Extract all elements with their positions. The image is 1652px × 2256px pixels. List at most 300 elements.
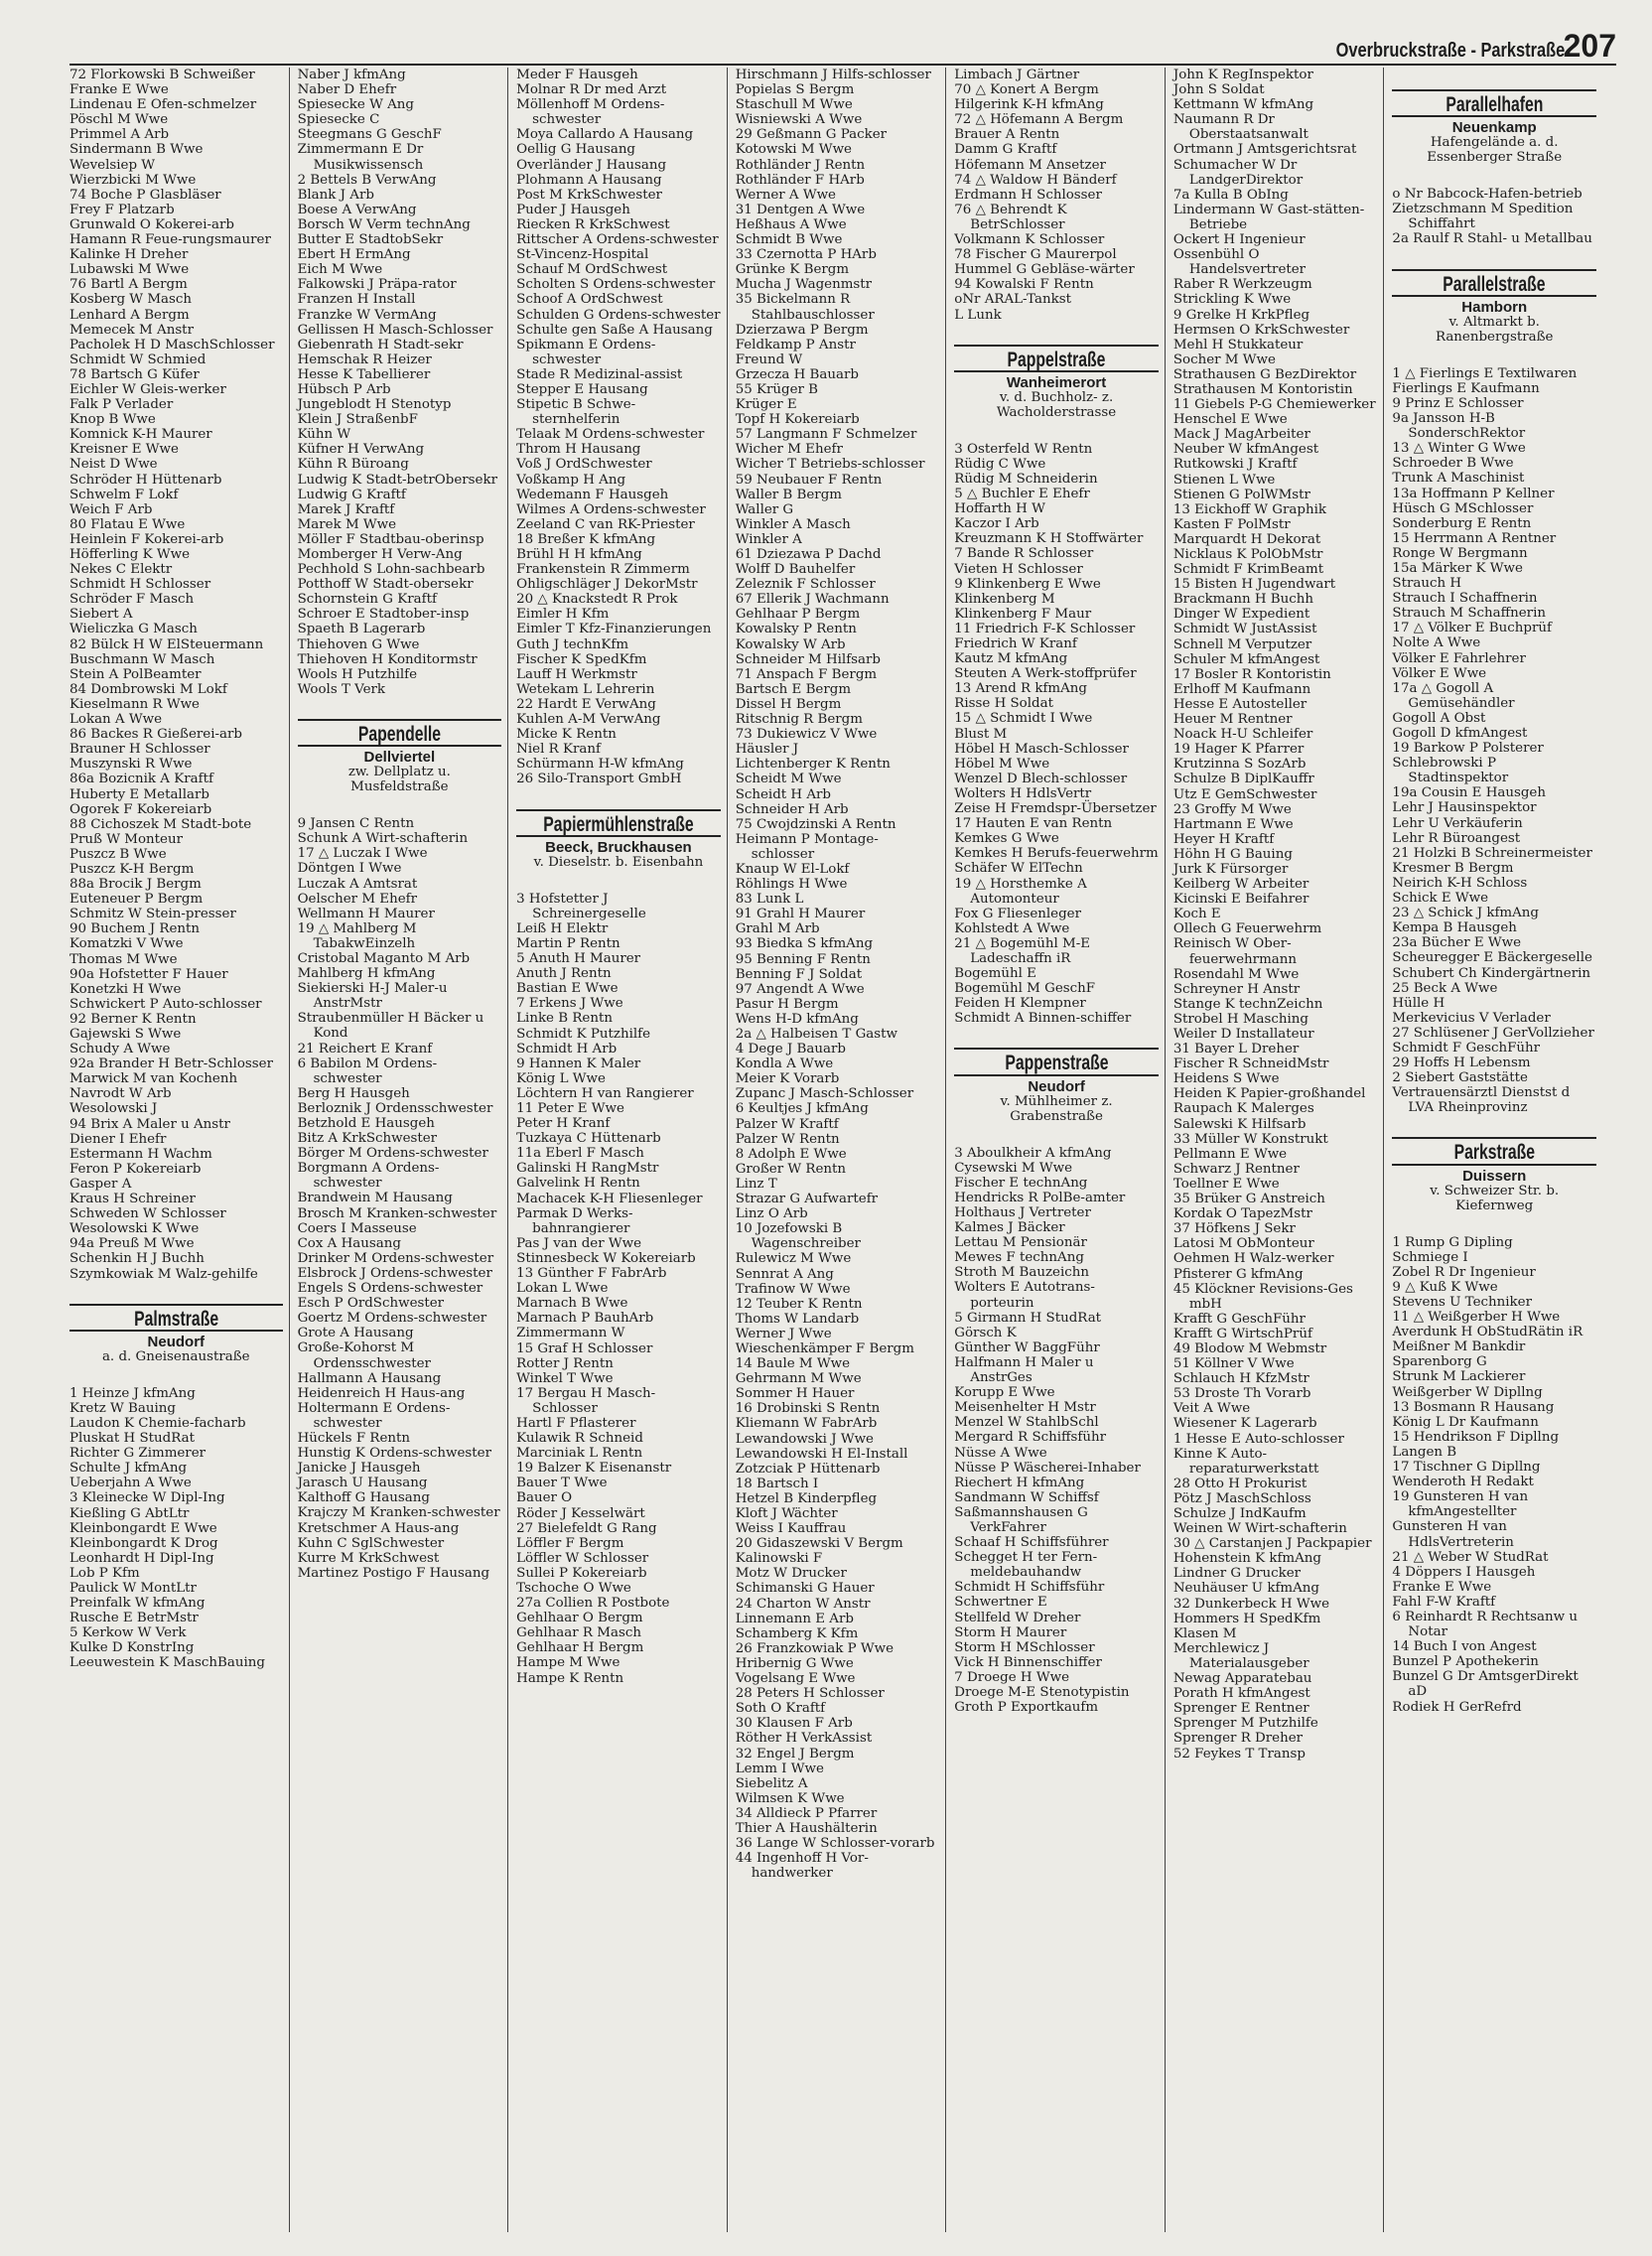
resident-entry: Fischer K SpedKfm xyxy=(516,651,647,667)
resident-entry: Kordak O TapezMstr xyxy=(1172,1206,1312,1222)
resident-entry: 1 Heinze J kfmAng xyxy=(69,1385,196,1401)
resident-entry: Vick H Binnenschiffer xyxy=(954,1654,1102,1670)
resident-entry: Kowalsky W Arb xyxy=(735,636,846,652)
resident-entry: Fahl F-W Kraftf xyxy=(1392,1594,1496,1610)
resident-entry: Völker E Wwe xyxy=(1392,665,1487,681)
resident-entry: Gehlhaar R Masch xyxy=(516,1625,641,1641)
resident-entry: Hemschak R Heizer xyxy=(297,352,432,367)
resident-entry: Werner J Wwe xyxy=(735,1326,832,1341)
resident-entry: Winkler A Masch xyxy=(735,516,851,532)
resident-entry: Blust M xyxy=(954,726,1008,742)
resident-entry: Linz O Arb xyxy=(735,1206,808,1222)
street-location-note: v. Altmarkt b. Ranenbergstraße xyxy=(1435,314,1554,345)
resident-entry: 13 △ Winter G Wwe xyxy=(1392,441,1526,457)
resident-entry: Koch E xyxy=(1172,907,1221,922)
resident-entry: 59 Neubauer F Rentn xyxy=(735,472,883,488)
resident-entry: Thiehoven H Konditormstr xyxy=(297,651,478,667)
resident-entry: Kretschmer A Haus-ang xyxy=(297,1520,460,1536)
resident-entry: Börger M Ordens-schwester xyxy=(297,1146,488,1162)
directory-columns xyxy=(69,68,1602,2232)
resident-entry: Hribernig G Wwe xyxy=(735,1655,854,1671)
resident-entry: Damm G Kraftf xyxy=(954,142,1057,158)
resident-entry: Muszynski R Wwe xyxy=(69,757,193,773)
resident-entry: 3 Aboulkheir A kfmAng xyxy=(954,1145,1112,1161)
resident-entry: Cysewski M Wwe xyxy=(954,1160,1072,1176)
resident-entry: 82 Bülck H W ElSteuermann xyxy=(69,636,264,652)
resident-entry: Strobel H Masching xyxy=(1172,1011,1308,1027)
resident-entry: 23a Bücher E Wwe xyxy=(1392,935,1522,951)
resident-entry: Lewandowski J Wwe xyxy=(735,1431,874,1447)
resident-entry: Weinen W Wirt-schafterin xyxy=(1172,1521,1347,1537)
street-name xyxy=(1392,89,1596,117)
resident-entry: Coers I Masseuse xyxy=(297,1220,417,1236)
street-name-text: Papiermühlenstraße xyxy=(543,812,694,836)
resident-entry: Schürmann H-W kfmAng xyxy=(516,757,684,773)
resident-entry: Palzer W Kraftf xyxy=(735,1116,839,1132)
resident-entry: Gasper A xyxy=(69,1176,132,1192)
resident-entry: Bauer T Wwe xyxy=(516,1476,608,1491)
resident-entry: Zeeland C van RK-Priester xyxy=(516,516,695,532)
resident-entry: Gehlhaar O Bergm xyxy=(516,1611,643,1626)
resident-entry: Siebelitz A xyxy=(735,1775,808,1791)
street-name-text: Pappelstraße xyxy=(1007,348,1106,371)
resident-entry: Klinkenberg M xyxy=(954,591,1055,607)
resident-entry: 78 Fischer G Maurerpol xyxy=(954,247,1117,263)
resident-entry: Jarasch U Hausang xyxy=(297,1476,428,1491)
resident-entry: 9 Jansen C Rentn xyxy=(297,816,415,832)
resident-entry: Höfferling K Wwe xyxy=(69,547,191,562)
resident-entry: Weiler D Installateur xyxy=(1172,1027,1314,1042)
resident-entry: Raupach K Malerges xyxy=(1172,1101,1314,1117)
resident-entry: Heuer M Rentner xyxy=(1172,712,1293,728)
resident-entry: Zietzschmann M Spedition Schiffahrt xyxy=(1392,202,1578,232)
resident-entry: Rothländer F HArb xyxy=(735,172,865,188)
resident-entry: 94a Preuß M Wwe xyxy=(69,1236,195,1252)
resident-entry: 37 Höfkens J Sekr xyxy=(1172,1221,1296,1237)
resident-entry: Wilmsen K Wwe xyxy=(735,1790,845,1806)
resident-entry: Marek M Wwe xyxy=(297,516,397,532)
resident-entry: Hetzel B Kinderpfleg xyxy=(735,1490,878,1506)
resident-entry: Scheuregger E Bäckergeselle xyxy=(1392,950,1592,966)
street-name xyxy=(298,719,502,747)
resident-entry: Puder J Hausgeh xyxy=(516,202,630,217)
resident-entry: Noack H-U Schleifer xyxy=(1172,727,1313,743)
resident-entry: Pas J van der Wwe xyxy=(516,1235,642,1251)
street-name xyxy=(516,809,721,837)
resident-entry: Motz W Drucker xyxy=(735,1566,847,1582)
resident-entry: Volkmann K Schlosser xyxy=(954,232,1105,248)
resident-entry: 17 △ Luczak I Wwe xyxy=(297,846,428,862)
district-name: Dellviertel xyxy=(363,749,436,767)
resident-entry: Utz E GemSchwester xyxy=(1172,786,1317,802)
resident-entry: Hirschmann J Hilfs-schlosser xyxy=(735,68,931,82)
resident-entry: Lewandowski H El-Install xyxy=(735,1446,908,1462)
street-name-text: Parallelhafen xyxy=(1446,93,1544,116)
street-name-text: Palmstraße xyxy=(133,1307,218,1331)
resident-entry: Kuhlen A-M VerwAng xyxy=(516,712,661,728)
resident-entry: Frey F Platzarb xyxy=(69,202,175,217)
resident-entry: 26 Franzkowiak P Wwe xyxy=(735,1640,895,1656)
resident-entry: Ueberjahn A Wwe xyxy=(69,1476,192,1491)
resident-entry: Kliemann W FabrArb xyxy=(735,1416,878,1432)
resident-entry: Stevens U Techniker xyxy=(1392,1295,1532,1310)
resident-entry: Linke B Rentn xyxy=(516,1011,613,1027)
resident-entry: Strauch I Schaffnerin xyxy=(1392,591,1538,607)
resident-entry: Röder J Kesselwärt xyxy=(516,1505,645,1521)
resident-entry: Konetzki H Wwe xyxy=(69,981,182,997)
resident-entry: Kleinbongardt E Wwe xyxy=(69,1520,217,1536)
resident-entry: Klein J StraßenbF xyxy=(297,412,418,428)
resident-entry: Socher M Wwe xyxy=(1172,352,1276,367)
resident-entry: Brandwein M Hausang xyxy=(297,1191,453,1206)
resident-entry: Lauff H Werkmstr xyxy=(516,666,637,682)
resident-entry: oNr ARAL-Tankst xyxy=(954,292,1071,308)
resident-entry: Stipetic B Schwe-sternhelferin xyxy=(516,397,636,428)
resident-entry: Leonhardt H Dipl-Ing xyxy=(69,1550,214,1566)
resident-entry: Huberty E Metallarb xyxy=(69,786,209,802)
resident-entry: 27 Schlüsener J GerVollzieher xyxy=(1392,1025,1594,1041)
resident-entry: Strunk M Lackierer xyxy=(1392,1369,1526,1385)
street-name-text: Parkstraße xyxy=(1453,1141,1535,1165)
resident-entry: Wieschenkämper F Bergm xyxy=(735,1340,914,1356)
street-section-header xyxy=(954,1048,1159,1135)
resident-entry: 92 Berner K Rentn xyxy=(69,1011,197,1027)
resident-entry: Döntgen I Wwe xyxy=(297,861,402,877)
resident-entry: Waller B Bergm xyxy=(735,487,842,502)
resident-entry: Wierzbicki M Wwe xyxy=(69,172,197,188)
resident-entry: Sparenborg G xyxy=(1392,1354,1487,1370)
resident-entry: 1 Rump G Dipling xyxy=(1392,1234,1513,1250)
resident-entry: Winkler A xyxy=(735,531,802,547)
resident-entry: Hartmann E Wwe xyxy=(1172,816,1294,832)
resident-entry: Hohenstein K kfmAng xyxy=(1172,1551,1321,1567)
resident-entry: L Lunk xyxy=(954,307,1002,323)
resident-entry: Zimmermann W xyxy=(516,1326,625,1341)
resident-entry: Sindermann B Wwe xyxy=(69,142,204,158)
resident-entry: Klinkenberg F Maur xyxy=(954,606,1092,622)
resident-entry: Thoms W Landarb xyxy=(735,1311,860,1327)
resident-entry: Hesse K Tabellierer xyxy=(297,366,431,382)
resident-entry: 17a △ Gogoll A Gemüsehändler xyxy=(1392,680,1515,711)
resident-entry: Estermann H Wachm xyxy=(69,1146,212,1162)
resident-entry: 72 Florkowski B Schweißer xyxy=(69,68,255,82)
resident-entry: 75 Cwojdzinski A Rentn xyxy=(735,816,896,832)
resident-entry: Limbach J Gärtner xyxy=(954,68,1080,82)
resident-entry: Kotowski M Wwe xyxy=(735,142,852,158)
resident-entry: Schunk A Wirt-schafterin xyxy=(297,831,469,847)
street-section-header xyxy=(1392,269,1596,356)
resident-entry: 95 Benning F Rentn xyxy=(735,951,871,967)
resident-entry: Straubenmüller H Bäcker u Kond xyxy=(297,1011,488,1042)
resident-entry: Preinfalk W kfmAng xyxy=(69,1596,206,1612)
resident-entry: Feron P Kokereiarb xyxy=(69,1161,202,1177)
resident-entry: 17 △ Völker E Buchprüf xyxy=(1392,621,1552,636)
resident-entry: Krüger E xyxy=(735,397,797,413)
resident-entry: 21 △ Bogemühl M-E Ladeschaffn iR xyxy=(954,935,1095,966)
resident-entry: Ockert H Ingenieur xyxy=(1172,232,1306,248)
header-rule xyxy=(69,64,1616,66)
resident-entry: Post M KrkSchwester xyxy=(516,187,662,203)
resident-entry: Engels S Ordens-schwester xyxy=(297,1281,483,1297)
resident-entry: Luczak A Amtsrat xyxy=(297,876,418,892)
resident-entry: Guth J technKfm xyxy=(516,636,629,652)
resident-entry: Voß J OrdSchwester xyxy=(516,457,652,473)
resident-entry: Mergard R Schiffsführ xyxy=(954,1430,1107,1446)
resident-entry: Ebert H ErmAng xyxy=(297,247,411,263)
street-section-header xyxy=(516,809,721,882)
resident-entry: 32 Engel J Bergm xyxy=(735,1746,855,1762)
resident-entry: Spiesecke W Ang xyxy=(297,97,414,113)
resident-entry: Merkevicius V Verlader xyxy=(1392,1010,1551,1026)
resident-entry: Dinger W Expedient xyxy=(1172,607,1310,623)
resident-entry: Krajczy M Kranken-schwester xyxy=(297,1505,500,1521)
resident-entry: Puszcz B Wwe xyxy=(69,846,167,862)
resident-entry: Schulze J IndKaufm xyxy=(1172,1506,1307,1521)
street-location-note: a. d. Gneisenaustraße xyxy=(101,1348,250,1364)
resident-entry: Holtermann E Ordens-schwester xyxy=(297,1400,451,1431)
resident-entry: Borsch W Verm technAng xyxy=(297,216,471,232)
resident-entry: 32 Dunkerbeck H Wwe xyxy=(1172,1596,1330,1612)
resident-entry: Sprenger R Dreher xyxy=(1172,1731,1304,1747)
resident-entry: 57 Langmann F Schmelzer xyxy=(735,427,917,443)
street-name-text: Parallelstraße xyxy=(1443,272,1546,296)
resident-entry: 12 Teuber K Rentn xyxy=(735,1296,863,1312)
resident-entry: Lindermann W Gast-stätten-Betriebe xyxy=(1172,202,1365,232)
resident-entry: Leiß H Elektr xyxy=(516,920,609,936)
street-name xyxy=(1392,269,1596,297)
resident-entry: Popielas S Bergm xyxy=(735,82,855,98)
resident-entry: Borgmann A Ordens-schwester xyxy=(297,1161,440,1192)
resident-entry: Grzecza H Bauarb xyxy=(735,366,859,382)
resident-entry: 16 Drobinski S Rentn xyxy=(735,1401,881,1417)
resident-entry: Zeleznik F Schlosser xyxy=(735,577,876,593)
resident-entry: Galvelink H Rentn xyxy=(516,1176,640,1192)
resident-entry: Spikmann E Ordens-schwester xyxy=(516,337,656,367)
resident-entry: Kemkes G Wwe xyxy=(954,831,1059,847)
resident-entry: Topf H Kokereiarb xyxy=(735,412,860,428)
resident-entry: Hendricks R PolBe-amter xyxy=(954,1190,1126,1205)
resident-entry: Lob P Kfm xyxy=(69,1565,140,1581)
resident-entry: Zobel R Dr Ingenieur xyxy=(1392,1264,1536,1280)
resident-entry: Heiden K Papier-großhandel xyxy=(1172,1086,1366,1102)
resident-entry: 19a Cousin E Hausgeh xyxy=(1392,785,1546,801)
resident-entry: Pechhold S Lohn-sachbearb xyxy=(297,562,485,578)
resident-entry: Schuler M kfmAngest xyxy=(1172,651,1320,667)
resident-entry: Palzer W Rentn xyxy=(735,1131,840,1147)
resident-entry: Dissel H Bergm xyxy=(735,696,842,712)
resident-entry: Naber J kfmAng xyxy=(297,68,406,82)
resident-entry: Schroer E Stadtober-insp xyxy=(297,607,470,623)
resident-entry: 29 Geßmann G Packer xyxy=(735,127,888,143)
resident-entry: Marnach P BauhArb xyxy=(516,1311,654,1327)
resident-entry: Steegmans G GeschF xyxy=(297,127,442,143)
resident-entry: Schmidt B Wwe xyxy=(735,232,843,248)
resident-entry: 61 Dziezawa P Dachd xyxy=(735,547,882,562)
resident-entry: 33 Müller W Konstrukt xyxy=(1172,1131,1328,1147)
resident-entry: Gehlhaar H Bergm xyxy=(516,1640,644,1656)
street-name-text: Papendelle xyxy=(357,722,441,746)
resident-entry: Meier K Vorarb xyxy=(735,1071,840,1087)
resident-entry: Thier A Haushälterin xyxy=(735,1820,878,1836)
resident-entry: Siebert A xyxy=(69,607,133,623)
resident-entry: o Nr Babcock-Hafen-betrieb xyxy=(1392,187,1583,203)
resident-entry: Plohmann A Hausang xyxy=(516,172,662,188)
resident-entry: Hübsch P Arb xyxy=(297,381,391,397)
resident-entry: Moya Callardo A Hausang xyxy=(516,127,694,143)
resident-entry: Neirich K-H Schloss xyxy=(1392,875,1528,891)
resident-entry: Wesolowski J xyxy=(69,1101,158,1117)
resident-entry: Bauer O xyxy=(516,1490,573,1506)
resident-entry: 27 Bielefeldt G Rang xyxy=(516,1520,657,1536)
resident-entry: Lubawski M Wwe xyxy=(69,262,190,278)
street-section-header xyxy=(954,345,1159,432)
resident-entry: 8 Adolph E Wwe xyxy=(735,1146,847,1162)
resident-entry: Kalmes J Bäcker xyxy=(954,1220,1065,1236)
resident-entry: Lenhard A Bergm xyxy=(69,307,190,323)
district-name: Beeck, Bruckhausen xyxy=(545,838,692,856)
resident-entry: Wiesener K Lagerarb xyxy=(1172,1416,1317,1432)
resident-entry: Lemm I Wwe xyxy=(735,1761,824,1776)
resident-entry: 19 Gunsteren H van kfmAngestellter xyxy=(1392,1489,1533,1520)
resident-entry: Eichler W Gleis-werker xyxy=(69,381,226,397)
resident-entry: 33 Czernotta P HArb xyxy=(735,247,877,263)
resident-entry: Wicher T Betriebs-schlosser xyxy=(735,457,925,473)
resident-entry: Ronge W Bergmann xyxy=(1392,545,1528,561)
resident-entry: Ludwig K Stadt-betrObersekr xyxy=(297,472,497,488)
resident-entry: Kempa B Hausgeh xyxy=(1392,920,1517,936)
resident-entry: Hilgerink K-H kfmAng xyxy=(954,97,1104,113)
resident-entry: Brühl H H kfmAng xyxy=(516,547,642,562)
resident-entry: Waller G xyxy=(735,501,794,517)
resident-entry: Scholten S Ordens-schwester xyxy=(516,277,716,293)
resident-entry: 90 Buchem J Rentn xyxy=(69,921,201,937)
resident-entry: 21 Reichert E Kranf xyxy=(297,1041,433,1057)
resident-entry: 15 Bisten H Jugendwart xyxy=(1172,577,1336,593)
resident-entry: 30 Klausen F Arb xyxy=(735,1716,853,1732)
resident-entry: Gunsteren H van HdlsVertreterin xyxy=(1392,1519,1514,1550)
street-name xyxy=(69,1304,283,1332)
resident-entry: Wolters H HdlsVertr xyxy=(954,785,1092,801)
resident-entry: Knaup W El-Lokf xyxy=(735,861,850,877)
resident-entry: 22 Hardt E VerwAng xyxy=(516,696,656,712)
resident-entry: 19 Barkow P Polsterer xyxy=(1392,741,1544,757)
resident-entry: Hückels F Rentn xyxy=(297,1430,410,1446)
resident-entry: Schulte gen Saße A Hausang xyxy=(516,322,713,338)
resident-entry: 2 Bettels B VerwAng xyxy=(297,172,437,188)
resident-entry: Vertrauensärztl Dienstst d LVA Rheinprovinz xyxy=(1392,1085,1575,1116)
resident-entry: Anuth J Rentn xyxy=(516,966,612,982)
street-location-note: v. Dieselstr. b. Eisenbahn xyxy=(533,854,704,870)
resident-entry: Neist D Wwe xyxy=(69,457,158,473)
resident-entry: Pluskat H StudRat xyxy=(69,1431,195,1447)
resident-entry: 86 Backes R Gießerei-arb xyxy=(69,727,242,743)
resident-entry: 2 Siebert Gaststätte xyxy=(1392,1070,1528,1086)
resident-entry: Szymkowiak M Walz-gehilfe xyxy=(69,1266,258,1282)
resident-entry: Pöschl M Wwe xyxy=(69,112,169,128)
resident-entry: Vogelsang E Wwe xyxy=(735,1671,856,1687)
resident-entry: Laudon K Chemie-facharb xyxy=(69,1415,246,1431)
resident-entry: Kretz W Bauing xyxy=(69,1400,176,1416)
directory-column xyxy=(1165,68,1384,2232)
resident-entry: Gellissen H Masch-Schlosser xyxy=(297,322,493,338)
resident-entry: John S Soldat xyxy=(1172,82,1265,98)
resident-entry: Lichtenberger K Rentn xyxy=(735,757,891,773)
resident-entry: Schlauch H KfzMstr xyxy=(1172,1371,1309,1387)
resident-entry: Frankenstein R Zimmerm xyxy=(516,562,690,578)
resident-entry: Heidenreich H Haus-ang xyxy=(297,1385,466,1401)
resident-entry: Ludwig G Kraftf xyxy=(297,487,406,502)
resident-entry: 20 Gidaszewski V Bergm xyxy=(735,1536,903,1552)
resident-entry: Puszcz K-H Bergm xyxy=(69,861,195,877)
resident-entry: Werner A Wwe xyxy=(735,187,836,203)
resident-entry: Fox G Fliesenleger xyxy=(954,906,1081,921)
resident-entry: 20 △ Knackstedt R Prok xyxy=(516,592,678,608)
resident-entry: Mucha J Wagenmstr xyxy=(735,277,873,293)
resident-entry: 5 Anuth H Maurer xyxy=(516,951,641,967)
resident-entry: 6 Keultjes J kfmAng xyxy=(735,1101,869,1117)
resident-entry: 92a Brander H Betr-Schlosser xyxy=(69,1057,273,1072)
street-location-note: v. Schweizer Str. b. Kiefernweg xyxy=(1430,1183,1560,1213)
resident-entry: Weich F Arb xyxy=(69,501,153,517)
resident-entry: Schegget H ter Fern-meldebauhandw xyxy=(954,1550,1098,1581)
resident-entry: 11 Giebels P-G Chemiewerker xyxy=(1172,397,1376,413)
resident-entry: 9a Jansson H-B SonderschRektor xyxy=(1392,411,1526,442)
resident-entry: Schaaf H Schiffsführer xyxy=(954,1535,1109,1551)
resident-entry: Halfmann H Maler u AnstrGes xyxy=(954,1354,1098,1386)
resident-entry: Marnach B Wwe xyxy=(516,1296,628,1312)
resident-entry: Schulze B DiplKauffr xyxy=(1172,772,1314,787)
resident-entry: Schudy A Wwe xyxy=(69,1042,171,1058)
resident-entry: Richter G Zimmerer xyxy=(69,1446,206,1462)
resident-entry: Feldkamp P Anstr xyxy=(735,337,856,352)
resident-entry: Schreyner H Anstr xyxy=(1172,981,1301,997)
resident-entry: 2a △ Halbeisen T Gastw xyxy=(735,1027,897,1042)
district-name: Neuenkamp xyxy=(1451,119,1537,137)
resident-entry: Ollech G Feuerwehrm xyxy=(1172,921,1322,937)
district-name: Neudorf xyxy=(1028,1077,1085,1095)
resident-entry: 6 Reinhardt R Rechtsanw u Notar xyxy=(1392,1609,1583,1640)
resident-entry: Feiden H Klempner xyxy=(954,996,1086,1012)
resident-entry: 93 Biedka S kfmAng xyxy=(735,936,874,952)
resident-entry: Ortmann J Amtsgerichtsrat xyxy=(1172,142,1357,158)
resident-entry: Hummel G Gebläse-wärter xyxy=(954,262,1135,278)
resident-entry: Lettau M Pensionär xyxy=(954,1235,1087,1251)
resident-entry: Throm H Hausang xyxy=(516,442,641,458)
resident-entry: Stellfeld W Dreher xyxy=(954,1610,1081,1625)
resident-entry: Nüsse P Wäscherei-Inhaber xyxy=(954,1460,1141,1476)
resident-entry: Kosberg W Masch xyxy=(69,292,193,308)
resident-entry: Ritschnig R Bergm xyxy=(735,712,863,728)
resident-entry: Schneider H Arb xyxy=(735,801,849,817)
resident-entry: 84 Dombrowski M Lokf xyxy=(69,681,227,697)
resident-entry: Mewes F technAng xyxy=(954,1250,1084,1266)
resident-entry: Höhn H G Bauing xyxy=(1172,846,1293,862)
resident-entry: Schamberg K Kfm xyxy=(735,1625,859,1641)
street-location-note: Hafengelände a. d. Essenberger Straße xyxy=(1427,135,1563,166)
resident-entry: 11a Eberl F Masch xyxy=(516,1146,644,1162)
resident-entry: König L Wwe xyxy=(516,1070,606,1086)
resident-entry: 3 Osterfeld W Rentn xyxy=(954,441,1093,457)
resident-entry: Holthaus J Vertreter xyxy=(954,1205,1091,1220)
resident-entry: 73 Dukiewicz V Wwe xyxy=(735,727,878,743)
resident-entry: Strickling K Wwe xyxy=(1172,292,1292,308)
resident-entry: 67 Ellerik J Wachmann xyxy=(735,592,890,608)
resident-entry: Tuzkaya C Hüttenarb xyxy=(516,1131,661,1147)
resident-entry: 11 △ Weißgerber H Wwe xyxy=(1392,1310,1561,1326)
resident-entry: 49 Blodow M Webmstr xyxy=(1172,1340,1327,1356)
resident-entry: Thiehoven G Wwe xyxy=(297,636,420,652)
resident-entry: Winkel T Wwe xyxy=(516,1370,614,1386)
